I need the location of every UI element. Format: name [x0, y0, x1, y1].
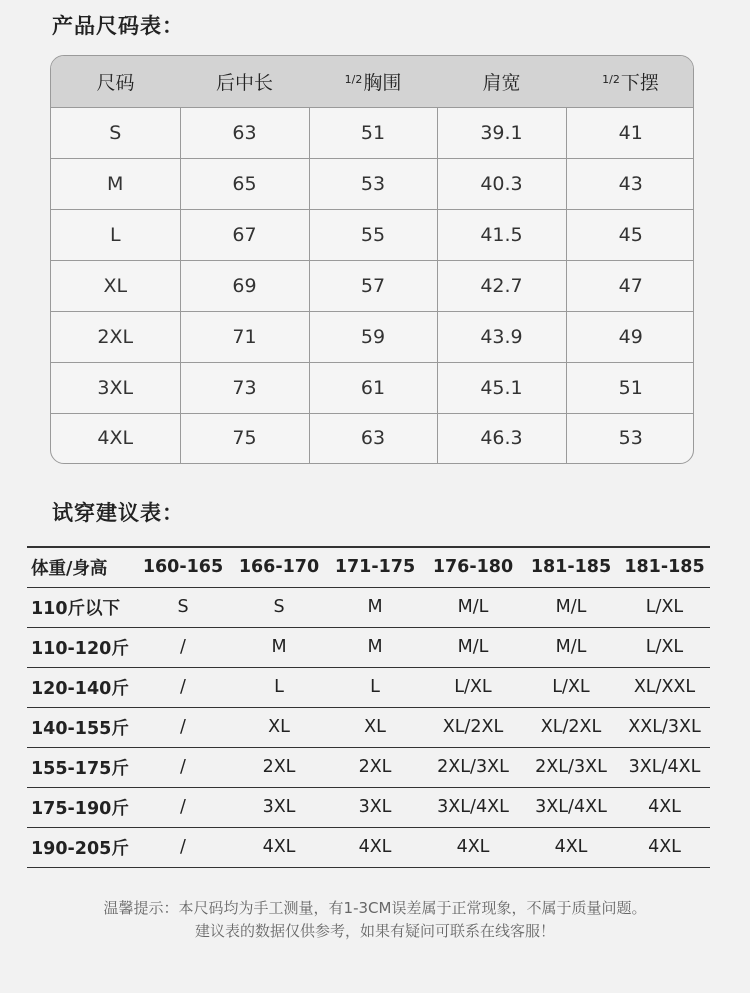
size-row-cell: 53 — [566, 413, 694, 463]
fit-row-cell: 2XL — [327, 747, 423, 787]
fit-row — [27, 827, 710, 867]
fit-row-cell: 3XL/4XL — [523, 787, 619, 827]
size-row-cell: 63 — [309, 413, 437, 463]
fit-row-cell: L — [231, 667, 327, 707]
fit-row — [27, 587, 710, 627]
fit-row-cell: / — [135, 627, 231, 667]
size-row-cell: 73 — [180, 362, 309, 413]
header-half-hem: $^{1/2}$下摆 — [566, 56, 694, 108]
fit-row-cell: / — [135, 747, 231, 787]
fit-row — [27, 747, 710, 787]
tip-line-2: 建议表的数据仅供参考，如果有疑问可联系在线客服！ — [194, 922, 555, 940]
size-row-cell: 51 — [309, 108, 437, 159]
size-row — [51, 413, 694, 463]
fit-row-cell: L/XL — [523, 667, 619, 707]
fit-row-cell: M — [231, 627, 327, 667]
size-row-cell: 55 — [309, 209, 437, 260]
size-row-label: 4XL — [51, 413, 180, 463]
fit-row-cell: S — [135, 587, 231, 627]
header-weight-height: 体重/身高 — [27, 547, 135, 587]
size-row-cell: 71 — [180, 311, 309, 362]
fit-row-cell: XL/2XL — [523, 707, 619, 747]
fit-row-label: 110-120斤 — [27, 627, 135, 667]
header-height-range: 166-170 — [231, 547, 327, 587]
header-height-range: 160-165 — [135, 547, 231, 587]
fit-row-cell: 4XL — [619, 787, 710, 827]
size-row-label: XL — [51, 260, 180, 311]
fit-row-cell: M — [327, 627, 423, 667]
fit-row-cell: 3XL — [327, 787, 423, 827]
size-row-cell: 45.1 — [437, 362, 566, 413]
fit-guide-title: 试穿建议表： — [52, 501, 184, 525]
fit-row-cell: 2XL/3XL — [523, 747, 619, 787]
fit-row-label: 120-140斤 — [27, 667, 135, 707]
fit-row — [27, 787, 710, 827]
header-height-range: 171-175 — [327, 547, 423, 587]
fit-row-cell: L/XL — [423, 667, 523, 707]
header-shoulder: 肩宽 — [437, 56, 566, 108]
size-row-cell: 46.3 — [437, 413, 566, 463]
size-row-cell: 59 — [309, 311, 437, 362]
size-row-cell: 75 — [180, 413, 309, 463]
fit-row-label: 155-175斤 — [27, 747, 135, 787]
header-height-range: 181-185 — [523, 547, 619, 587]
fit-row-label: 110斤以下 — [27, 587, 135, 627]
size-row-label: L — [51, 209, 180, 260]
header-height-range: 176-180 — [423, 547, 523, 587]
size-chart-table — [50, 55, 694, 464]
size-row-cell: 47 — [566, 260, 694, 311]
fit-row-cell: / — [135, 827, 231, 867]
fit-row-cell: / — [135, 707, 231, 747]
size-chart-header-row — [51, 56, 694, 108]
size-row-cell: 41 — [566, 108, 694, 159]
fit-row-label: 140-155斤 — [27, 707, 135, 747]
fit-row-cell: XXL/3XL — [619, 707, 710, 747]
fit-row-cell: S — [231, 587, 327, 627]
size-row — [51, 362, 694, 413]
fit-row-cell: XL — [231, 707, 327, 747]
size-row-cell: 53 — [309, 158, 437, 209]
size-row-cell: 43 — [566, 158, 694, 209]
fit-row-cell: M — [327, 587, 423, 627]
header-half-chest: $^{1/2}$胸围 — [309, 56, 437, 108]
fit-row-cell: 4XL — [523, 827, 619, 867]
fit-row-cell: XL/2XL — [423, 707, 523, 747]
fit-guide-table — [27, 546, 710, 868]
fit-row-cell: / — [135, 667, 231, 707]
header-height-range: 181-185 — [619, 547, 710, 587]
size-row-cell: 51 — [566, 362, 694, 413]
fit-row — [27, 627, 710, 667]
size-row-cell: 63 — [180, 108, 309, 159]
fit-row-cell: 3XL — [231, 787, 327, 827]
fit-row-cell: 4XL — [619, 827, 710, 867]
fit-row-cell: M/L — [523, 587, 619, 627]
size-row — [51, 209, 694, 260]
fit-row-label: 175-190斤 — [27, 787, 135, 827]
header-back-length: 后中长 — [180, 56, 309, 108]
fit-row-cell: L — [327, 667, 423, 707]
fit-row-cell: 3XL/4XL — [619, 747, 710, 787]
size-row-cell: 69 — [180, 260, 309, 311]
fit-row-cell: L/XL — [619, 627, 710, 667]
fit-row — [27, 667, 710, 707]
fit-row-cell: 4XL — [423, 827, 523, 867]
size-row-cell: 42.7 — [437, 260, 566, 311]
size-row-label: 3XL — [51, 362, 180, 413]
fit-row-cell: M/L — [423, 627, 523, 667]
size-row — [51, 311, 694, 362]
fit-row-cell: L/XL — [619, 587, 710, 627]
fit-row-cell: M/L — [523, 627, 619, 667]
size-chart-title: 产品尺码表： — [52, 14, 184, 38]
size-row-cell: 40.3 — [437, 158, 566, 209]
size-row-cell: 45 — [566, 209, 694, 260]
size-row-label: S — [51, 108, 180, 159]
tip-line-1: 温馨提示：本尺码均为手工测量，有1-3CM误差属于正常现象，不属于质量问题。 — [103, 899, 647, 917]
fit-row — [27, 707, 710, 747]
size-row-cell: 61 — [309, 362, 437, 413]
fit-row-cell: / — [135, 787, 231, 827]
size-row — [51, 108, 694, 159]
size-row-label: 2XL — [51, 311, 180, 362]
fit-row-cell: 2XL — [231, 747, 327, 787]
fit-row-cell: 2XL/3XL — [423, 747, 523, 787]
size-row-cell: 39.1 — [437, 108, 566, 159]
fit-row-cell: 4XL — [327, 827, 423, 867]
size-row — [51, 260, 694, 311]
fit-row-cell: 3XL/4XL — [423, 787, 523, 827]
size-row-label: M — [51, 158, 180, 209]
size-row-cell: 41.5 — [437, 209, 566, 260]
fit-row-label: 190-205斤 — [27, 827, 135, 867]
size-row-cell: 57 — [309, 260, 437, 311]
size-row-cell: 67 — [180, 209, 309, 260]
size-row-cell: 43.9 — [437, 311, 566, 362]
fit-row-cell: M/L — [423, 587, 523, 627]
header-size: 尺码 — [51, 56, 180, 108]
fit-row-cell: XL/XXL — [619, 667, 710, 707]
size-row-cell: 65 — [180, 158, 309, 209]
fit-row-cell: XL — [327, 707, 423, 747]
size-row — [51, 158, 694, 209]
fit-row-cell: 4XL — [231, 827, 327, 867]
size-row-cell: 49 — [566, 311, 694, 362]
fit-guide-header-row — [27, 547, 710, 587]
